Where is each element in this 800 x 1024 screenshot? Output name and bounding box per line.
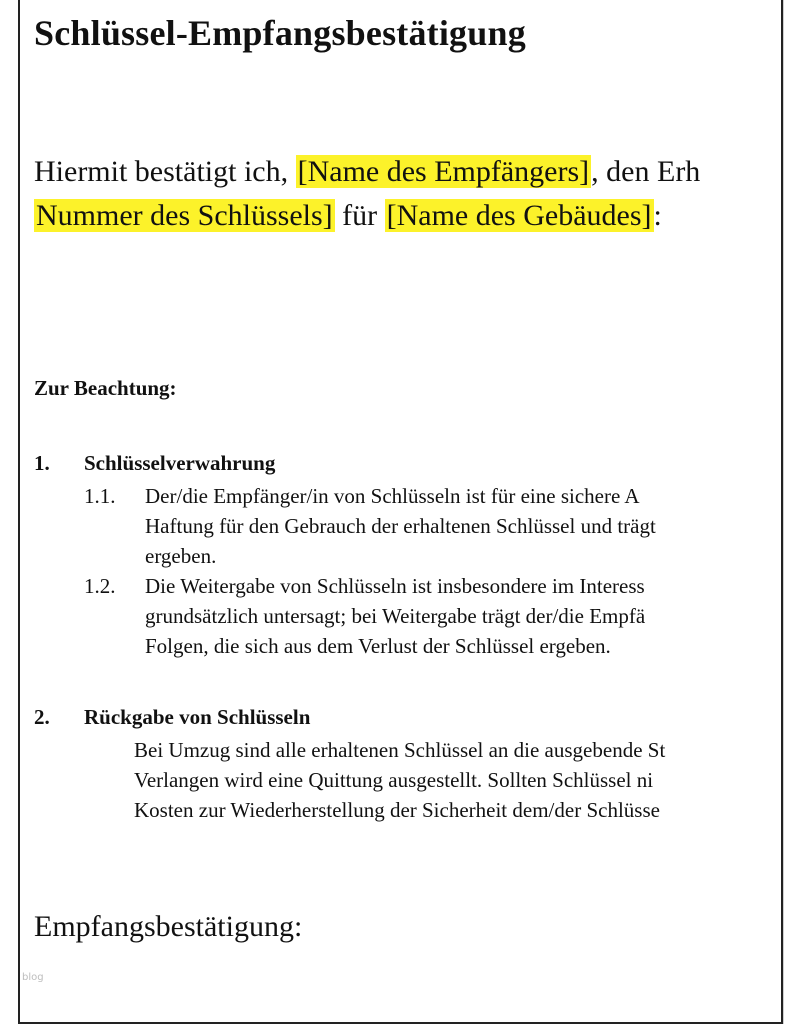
text-line: Bei Umzug sind alle erhaltenen Schlüssel an die ausgebende St — [134, 738, 666, 762]
list-item-number: 1.2. — [84, 574, 116, 598]
intro-line-1 — [34, 150, 700, 194]
section-heading — [34, 705, 665, 735]
intro-line1-suffix: , den Erh — [591, 155, 701, 188]
section-number: 1. — [34, 451, 50, 475]
intro-prefix: Hiermit bestätigt ich, — [34, 155, 296, 188]
intro-paragraph — [34, 150, 700, 238]
text-line: ergeben. — [145, 544, 217, 568]
intro-line2-mid: für — [334, 199, 385, 232]
list-item-number: 1.1. — [84, 484, 116, 508]
document-title: Schlüssel-Empfangsbestätigung — [34, 13, 526, 53]
text-line: Die Weitergabe von Schlüsseln ist insbesondere im Interess — [145, 574, 645, 598]
intro-line-2 — [34, 194, 700, 238]
page-gutter — [783, 0, 800, 1024]
section-title: Rückgabe von Schlüsseln — [84, 705, 311, 729]
text-line: Kosten zur Wiederherstellung der Sicherheit dem/der Schlüsse — [134, 798, 660, 822]
section-key-return — [34, 705, 665, 825]
building-placeholder: [Name des Gebäudes] — [386, 199, 652, 232]
watermark: blog — [22, 972, 44, 983]
section-heading — [34, 451, 656, 481]
section-number: 2. — [34, 705, 50, 729]
list-item — [34, 481, 656, 571]
section-title: Schlüsselverwahrung — [84, 451, 276, 475]
section-key-storage — [34, 451, 656, 661]
list-item — [34, 571, 656, 661]
intro-line2-suffix: : — [653, 199, 662, 232]
section-body — [134, 735, 665, 825]
key-number-placeholder: Nummer des Schlüssels] — [36, 199, 333, 232]
document-page — [18, 0, 783, 1024]
text-line: Der/die Empfänger/in von Schlüsseln ist für eine sichere A — [145, 484, 640, 508]
text-line: Verlangen wird eine Quittung ausgestellt. Sollten Schlüssel ni — [134, 768, 654, 792]
text-line: Haftung für den Gebrauch der erhaltenen Schlüssel und trägt — [145, 514, 656, 538]
receipt-heading: Empfangsbestätigung: — [34, 910, 303, 943]
text-line: Folgen, die sich aus dem Verlust der Schlüssel ergeben. — [145, 634, 611, 658]
note-heading: Zur Beachtung: — [34, 376, 177, 400]
recipient-placeholder: [Name des Empfängers] — [297, 155, 590, 188]
text-line: grundsätzlich untersagt; bei Weitergabe trägt der/die Empfä — [145, 604, 646, 628]
